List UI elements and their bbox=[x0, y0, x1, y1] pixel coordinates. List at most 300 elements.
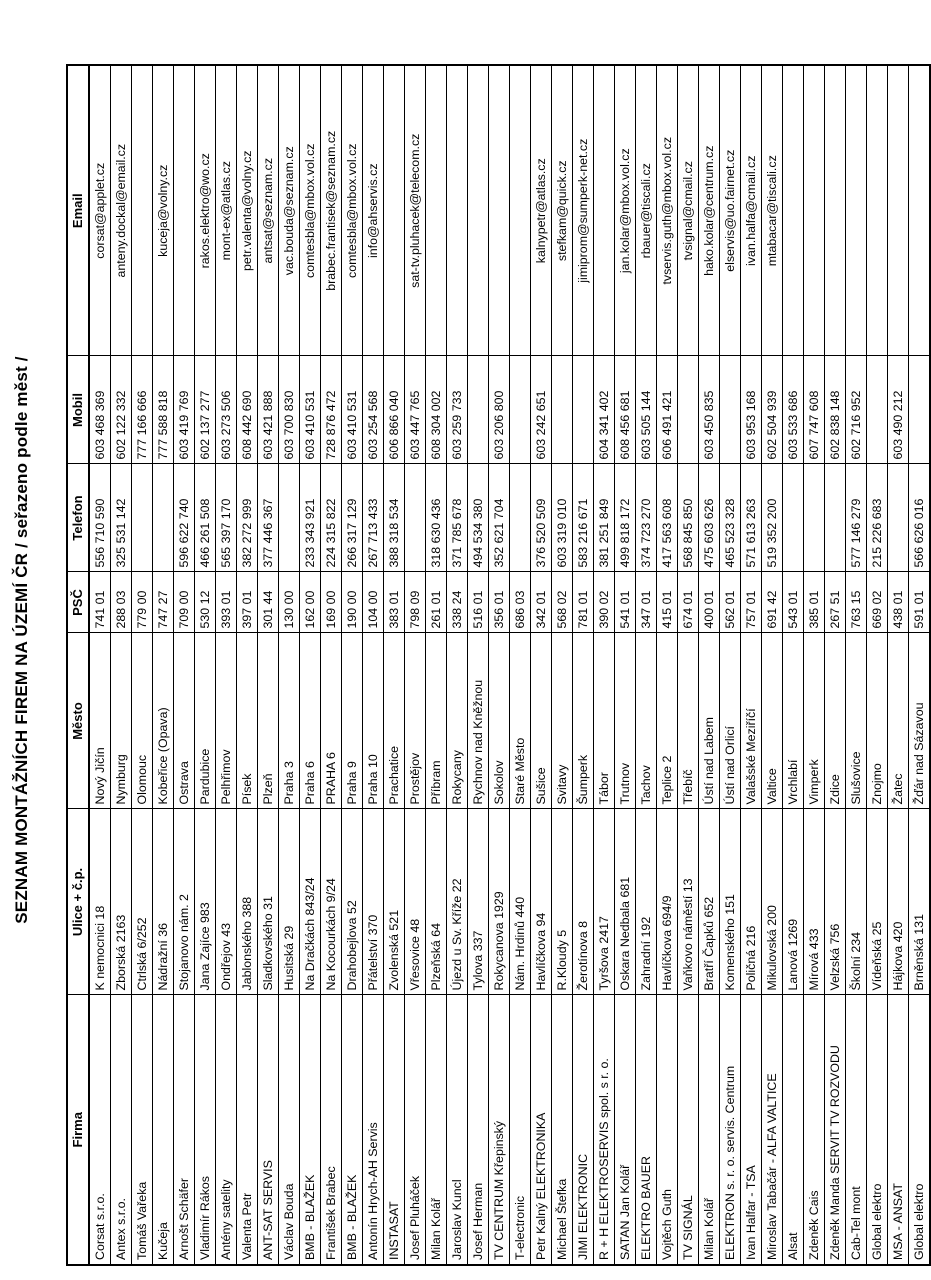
cell-telefon bbox=[153, 464, 174, 572]
table-row bbox=[531, 65, 552, 1265]
cell-psc: 288 03 bbox=[111, 572, 132, 633]
cell-telefon: 318 630 436 bbox=[426, 464, 447, 572]
cell-mobil bbox=[720, 356, 741, 464]
cell-ulice: Ctrlská 6/252 bbox=[132, 809, 153, 995]
table-row bbox=[615, 65, 636, 1265]
cell-mesto: Tábor bbox=[594, 633, 615, 809]
cell-ulice: Jana Zajíce 983 bbox=[195, 809, 216, 995]
cell-ulice: Ondřejov 43 bbox=[216, 809, 237, 995]
table-row bbox=[384, 65, 405, 1265]
cell-ulice: Sladkovského 31 bbox=[258, 809, 279, 995]
cell-firma: INSTASAT bbox=[384, 995, 405, 1265]
cell-telefon: 499 818 172 bbox=[615, 464, 636, 572]
cell-mobil: 606 866 040 bbox=[384, 356, 405, 464]
cell-mobil: 602 838 148 bbox=[825, 356, 846, 464]
cell-ulice: Na Kocourkách 9/24 bbox=[321, 809, 342, 995]
table-row bbox=[111, 65, 132, 1265]
cell-psc: 747 27 bbox=[153, 572, 174, 633]
cell-firma: BMB - BLAŽEK bbox=[342, 995, 363, 1265]
cell-email: corsat@applet.cz bbox=[89, 65, 111, 356]
table-row bbox=[174, 65, 195, 1265]
cell-ulice: Vřesovice 48 bbox=[405, 809, 426, 995]
cell-mobil bbox=[909, 356, 931, 464]
column-header-mobil: Mobil bbox=[67, 356, 89, 464]
cell-firma: Cab-Tel mont bbox=[846, 995, 867, 1265]
cell-firma: BMB - BLAŽEK bbox=[300, 995, 321, 1265]
cell-mobil: 603 410 531 bbox=[300, 356, 321, 464]
table-row bbox=[426, 65, 447, 1265]
table-row bbox=[741, 65, 762, 1265]
cell-mesto: Pelhřimov bbox=[216, 633, 237, 809]
cell-mobil bbox=[678, 356, 699, 464]
cell-firma: Miroslav Tabačár - ALFA VALTICE bbox=[762, 995, 783, 1265]
cell-ulice: R.Kloudy 5 bbox=[552, 809, 573, 995]
cell-ulice: Havlíčkova 694/9 bbox=[657, 809, 678, 995]
cell-firma: Global elektro bbox=[867, 995, 888, 1265]
cell-ulice: Stojanovo nám. 2 bbox=[174, 809, 195, 995]
cell-mobil: 602 122 332 bbox=[111, 356, 132, 464]
cell-firma: Vojtěch Guth bbox=[657, 995, 678, 1265]
cell-firma: Tomáš Vařeka bbox=[132, 995, 153, 1265]
cell-telefon bbox=[510, 464, 531, 572]
cell-firma: Petr Kalný ELEKTRONIKA bbox=[531, 995, 552, 1265]
cell-psc: 393 01 bbox=[216, 572, 237, 633]
cell-telefon: 566 626 016 bbox=[909, 464, 931, 572]
cell-mobil: 602 504 939 bbox=[762, 356, 783, 464]
cell-ulice: Komenského 151 bbox=[720, 809, 741, 995]
cell-psc: 104 00 bbox=[363, 572, 384, 633]
table-row bbox=[825, 65, 846, 1265]
cell-firma: Václav Bouda bbox=[279, 995, 300, 1265]
table-row bbox=[363, 65, 384, 1265]
cell-ulice: Plzeňská 64 bbox=[426, 809, 447, 995]
cell-mobil: 728 876 472 bbox=[321, 356, 342, 464]
cell-mesto: Prostějov bbox=[405, 633, 426, 809]
cell-mobil: 608 456 681 bbox=[615, 356, 636, 464]
cell-mesto: Třebíč bbox=[678, 633, 699, 809]
cell-email bbox=[426, 65, 447, 356]
cell-email: ivan.halfa@cmail.cz bbox=[741, 65, 762, 356]
cell-mesto: Vrchlabí bbox=[783, 633, 804, 809]
cell-mobil: 603 410 531 bbox=[342, 356, 363, 464]
cell-mesto: Žatec bbox=[888, 633, 909, 809]
column-header-ulice: Ulice + č.p. bbox=[67, 809, 89, 995]
cell-ulice: Bratří Čapků 652 bbox=[699, 809, 720, 995]
cell-telefon: 352 621 704 bbox=[489, 464, 510, 572]
cell-ulice: Poličná 216 bbox=[741, 809, 762, 995]
cell-mobil: 602 716 952 bbox=[846, 356, 867, 464]
table-row bbox=[279, 65, 300, 1265]
cell-email: anteny.dockal@email.cz bbox=[111, 65, 132, 356]
cell-mesto: Praha 9 bbox=[342, 633, 363, 809]
cell-psc: 356 01 bbox=[489, 572, 510, 633]
table-body bbox=[89, 65, 930, 1265]
cell-mobil: 603 254 568 bbox=[363, 356, 384, 464]
cell-ulice: Oskara Nedbala 681 bbox=[615, 809, 636, 995]
cell-psc: 383 01 bbox=[384, 572, 405, 633]
cell-email bbox=[132, 65, 153, 356]
cell-mesto: Nymburg bbox=[111, 633, 132, 809]
cell-psc: 516 01 bbox=[468, 572, 489, 633]
table-row bbox=[573, 65, 594, 1265]
cell-email bbox=[888, 65, 909, 356]
cell-mesto: Vimperk bbox=[804, 633, 825, 809]
cell-mesto: Slušovice bbox=[846, 633, 867, 809]
cell-email: kalnypetr@atlas.cz bbox=[531, 65, 552, 356]
cell-psc: 169 00 bbox=[321, 572, 342, 633]
cell-mobil bbox=[573, 356, 594, 464]
cell-firma: ANT-SAT SERVIS bbox=[258, 995, 279, 1265]
cell-telefon: 519 352 200 bbox=[762, 464, 783, 572]
cell-email: comtesbla@mbox.vol.cz bbox=[300, 65, 321, 356]
table-row bbox=[132, 65, 153, 1265]
cell-telefon: 215 226 683 bbox=[867, 464, 888, 572]
column-header-firma: Firma bbox=[67, 995, 89, 1265]
cell-psc: 691 42 bbox=[762, 572, 783, 633]
cell-ulice: Zahradní 192 bbox=[636, 809, 657, 995]
cell-ulice: Zvolenská 521 bbox=[384, 809, 405, 995]
cell-psc: 779 00 bbox=[132, 572, 153, 633]
cell-firma: Arnošt Schäfer bbox=[174, 995, 195, 1265]
cell-mesto: Valtice bbox=[762, 633, 783, 809]
cell-email bbox=[867, 65, 888, 356]
cell-ulice: Nádražní 36 bbox=[153, 809, 174, 995]
cell-mobil: 777 588 818 bbox=[153, 356, 174, 464]
cell-mobil: 607 747 608 bbox=[804, 356, 825, 464]
cell-telefon bbox=[405, 464, 426, 572]
cell-telefon: 583 216 671 bbox=[573, 464, 594, 572]
cell-telefon bbox=[132, 464, 153, 572]
table-row bbox=[636, 65, 657, 1265]
cell-email: stefkam@quick.cz bbox=[552, 65, 573, 356]
cell-telefon: 465 523 328 bbox=[720, 464, 741, 572]
cell-mobil: 603 490 212 bbox=[888, 356, 909, 464]
cell-telefon: 224 315 822 bbox=[321, 464, 342, 572]
cell-firma: T-electronic bbox=[510, 995, 531, 1265]
cell-mesto: Prachatice bbox=[384, 633, 405, 809]
cell-mobil: 603 273 506 bbox=[216, 356, 237, 464]
cell-psc: 543 01 bbox=[783, 572, 804, 633]
cell-ulice: Mírová 433 bbox=[804, 809, 825, 995]
table-row bbox=[468, 65, 489, 1265]
cell-email: brabec.frantisek@seznam.cz bbox=[321, 65, 342, 356]
cell-email: rakos.elektro@wo.cz bbox=[195, 65, 216, 356]
cell-psc: 541 01 bbox=[615, 572, 636, 633]
cell-psc: 674 01 bbox=[678, 572, 699, 633]
cell-mobil bbox=[552, 356, 573, 464]
cell-psc: 415 01 bbox=[657, 572, 678, 633]
cell-firma: Zdeněk Cais bbox=[804, 995, 825, 1265]
cell-mesto: Zdice bbox=[825, 633, 846, 809]
cell-firma: Milan Kolář bbox=[426, 995, 447, 1265]
cell-ulice: Drahobejlova 52 bbox=[342, 809, 363, 995]
cell-telefon: 603 319 010 bbox=[552, 464, 573, 572]
cell-mesto: Praha 10 bbox=[363, 633, 384, 809]
cell-email bbox=[825, 65, 846, 356]
cell-ulice: Mikulovská 200 bbox=[762, 809, 783, 995]
cell-ulice: Velzská 756 bbox=[825, 809, 846, 995]
cell-ulice: Tyršova 2417 bbox=[594, 809, 615, 995]
column-header-email: Email bbox=[67, 65, 89, 356]
cell-email bbox=[594, 65, 615, 356]
cell-mobil: 603 419 769 bbox=[174, 356, 195, 464]
cell-mobil: 603 505 144 bbox=[636, 356, 657, 464]
table-row bbox=[237, 65, 258, 1265]
cell-mesto: Příbram bbox=[426, 633, 447, 809]
cell-mobil bbox=[510, 356, 531, 464]
cell-psc: 390 02 bbox=[594, 572, 615, 633]
cell-firma: Alsat bbox=[783, 995, 804, 1265]
cell-telefon: 466 261 508 bbox=[195, 464, 216, 572]
cell-mobil: 603 447 765 bbox=[405, 356, 426, 464]
document-title: SEZNAM MONTÁŽNÍCH FIREM NA ÚZEMÍ ČR / seřazeno podle měst / bbox=[12, 356, 31, 924]
cell-firma: JIMI ELEKTRONIC bbox=[573, 995, 594, 1265]
cell-mesto: Kobeřice (Opava) bbox=[153, 633, 174, 809]
cell-firma: Zdeněk Manda SERVIT TV ROZVODU bbox=[825, 995, 846, 1265]
cell-telefon: 571 613 263 bbox=[741, 464, 762, 572]
cell-email bbox=[468, 65, 489, 356]
column-header-mesto: Město bbox=[67, 633, 89, 809]
cell-firma: Milan Kolář bbox=[699, 995, 720, 1265]
cell-mesto: Rokycany bbox=[447, 633, 468, 809]
cell-firma: Corsat s.r.o. bbox=[89, 995, 111, 1265]
cell-psc: 568 02 bbox=[552, 572, 573, 633]
table-row bbox=[405, 65, 426, 1265]
cell-psc: 798 09 bbox=[405, 572, 426, 633]
cell-psc: 669 02 bbox=[867, 572, 888, 633]
cell-ulice: Brněnská 131 bbox=[909, 809, 931, 995]
cell-telefon bbox=[888, 464, 909, 572]
cell-telefon: 494 534 380 bbox=[468, 464, 489, 572]
cell-psc: 130 00 bbox=[279, 572, 300, 633]
cell-telefon bbox=[804, 464, 825, 572]
cell-firma: Michael Štefka bbox=[552, 995, 573, 1265]
cell-telefon: 266 317 129 bbox=[342, 464, 363, 572]
company-table bbox=[66, 64, 931, 1266]
table-row bbox=[804, 65, 825, 1265]
cell-email: petr.valenta@volny.cz bbox=[237, 65, 258, 356]
cell-psc: 438 01 bbox=[888, 572, 909, 633]
cell-telefon: 577 146 279 bbox=[846, 464, 867, 572]
table-row bbox=[909, 65, 931, 1265]
cell-psc: 763 15 bbox=[846, 572, 867, 633]
cell-ulice: Lanová 1269 bbox=[783, 809, 804, 995]
cell-psc: 686 03 bbox=[510, 572, 531, 633]
cell-email: mont-ex@atlas.cz bbox=[216, 65, 237, 356]
cell-psc: 709 00 bbox=[174, 572, 195, 633]
cell-psc: 261 01 bbox=[426, 572, 447, 633]
cell-mobil: 602 137 277 bbox=[195, 356, 216, 464]
cell-firma: Vladimír Rákos bbox=[195, 995, 216, 1265]
table-row bbox=[489, 65, 510, 1265]
cell-email: jan.kolar@mbox.vol.cz bbox=[615, 65, 636, 356]
cell-firma: TV SIGNÁL bbox=[678, 995, 699, 1265]
cell-ulice: Jablonského 388 bbox=[237, 809, 258, 995]
cell-mesto: Plzeň bbox=[258, 633, 279, 809]
cell-mobil: 603 450 835 bbox=[699, 356, 720, 464]
cell-mesto: Valašské Meziříčí bbox=[741, 633, 762, 809]
cell-mobil: 603 953 168 bbox=[741, 356, 762, 464]
cell-mesto: Šumperk bbox=[573, 633, 594, 809]
cell-firma: Jaroslav Kuncl bbox=[447, 995, 468, 1265]
cell-email: rbauer@tiscali.cz bbox=[636, 65, 657, 356]
cell-telefon: 417 563 608 bbox=[657, 464, 678, 572]
cell-mesto: Praha 6 bbox=[300, 633, 321, 809]
table-row bbox=[447, 65, 468, 1265]
cell-telefon bbox=[825, 464, 846, 572]
cell-mobil: 608 304 002 bbox=[426, 356, 447, 464]
cell-psc: 342 01 bbox=[531, 572, 552, 633]
cell-psc: 301 44 bbox=[258, 572, 279, 633]
cell-mesto: Svitavy bbox=[552, 633, 573, 809]
cell-psc: 530 12 bbox=[195, 572, 216, 633]
cell-ulice: Vaňkovo náměstí 13 bbox=[678, 809, 699, 995]
cell-email bbox=[510, 65, 531, 356]
cell-telefon: 556 710 590 bbox=[89, 464, 111, 572]
cell-telefon: 565 397 170 bbox=[216, 464, 237, 572]
table-row bbox=[762, 65, 783, 1265]
cell-firma: ELEKTRO BAUER bbox=[636, 995, 657, 1265]
cell-ulice: Újezd u Sv. Kříže 22 bbox=[447, 809, 468, 995]
cell-firma: Antény satelity bbox=[216, 995, 237, 1265]
cell-mobil bbox=[867, 356, 888, 464]
cell-mobil: 777 166 666 bbox=[132, 356, 153, 464]
cell-ulice: Tylova 337 bbox=[468, 809, 489, 995]
cell-ulice: Husitská 29 bbox=[279, 809, 300, 995]
cell-mobil: 603 468 369 bbox=[89, 356, 111, 464]
cell-telefon: 381 251 849 bbox=[594, 464, 615, 572]
cell-mobil: 603 259 733 bbox=[447, 356, 468, 464]
table-row bbox=[195, 65, 216, 1265]
cell-psc: 781 01 bbox=[573, 572, 594, 633]
cell-email: tvsignal@cmail.cz bbox=[678, 65, 699, 356]
cell-mesto: Trutnov bbox=[615, 633, 636, 809]
cell-email: hako.kolar@centrum.cz bbox=[699, 65, 720, 356]
cell-mesto: Sokolov bbox=[489, 633, 510, 809]
cell-psc: 385 01 bbox=[804, 572, 825, 633]
cell-psc: 347 01 bbox=[636, 572, 657, 633]
cell-email bbox=[447, 65, 468, 356]
table-row bbox=[216, 65, 237, 1265]
cell-mobil: 603 206 800 bbox=[489, 356, 510, 464]
cell-ulice: Na Dračkách 843/24 bbox=[300, 809, 321, 995]
table-row bbox=[89, 65, 111, 1265]
table-row bbox=[888, 65, 909, 1265]
cell-ulice: Přátelství 370 bbox=[363, 809, 384, 995]
cell-mobil: 608 442 690 bbox=[237, 356, 258, 464]
table-header-row bbox=[67, 65, 89, 1265]
cell-telefon: 371 785 678 bbox=[447, 464, 468, 572]
cell-telefon: 388 318 534 bbox=[384, 464, 405, 572]
cell-telefon: 568 845 850 bbox=[678, 464, 699, 572]
cell-mesto: Ostrava bbox=[174, 633, 195, 809]
cell-psc: 562 01 bbox=[720, 572, 741, 633]
cell-ulice: Zborská 2163 bbox=[111, 809, 132, 995]
table-row bbox=[846, 65, 867, 1265]
cell-email bbox=[909, 65, 931, 356]
cell-firma: TV CENTRUM Křepinský bbox=[489, 995, 510, 1265]
cell-mesto: Ústí nad Labem bbox=[699, 633, 720, 809]
cell-telefon: 325 531 142 bbox=[111, 464, 132, 572]
cell-ulice: Rokycanova 1929 bbox=[489, 809, 510, 995]
cell-firma: Antonín Hrych-AH Servis bbox=[363, 995, 384, 1265]
cell-firma: Valenta Petr bbox=[237, 995, 258, 1265]
cell-ulice: Žerotínova 8 bbox=[573, 809, 594, 995]
cell-psc: 190 00 bbox=[342, 572, 363, 633]
table-row bbox=[321, 65, 342, 1265]
cell-psc: 338 24 bbox=[447, 572, 468, 633]
cell-firma: Josef Pluháček bbox=[405, 995, 426, 1265]
table-row bbox=[657, 65, 678, 1265]
cell-mesto: Písek bbox=[237, 633, 258, 809]
cell-psc: 400 01 bbox=[699, 572, 720, 633]
cell-ulice: K nemocnici 18 bbox=[89, 809, 111, 995]
cell-firma: MSA - ANSAT bbox=[888, 995, 909, 1265]
cell-firma: Josef Herman bbox=[468, 995, 489, 1265]
cell-email bbox=[174, 65, 195, 356]
table-row bbox=[678, 65, 699, 1265]
cell-firma: František Brabec bbox=[321, 995, 342, 1265]
table-row bbox=[594, 65, 615, 1265]
cell-psc: 591 01 bbox=[909, 572, 931, 633]
cell-telefon bbox=[279, 464, 300, 572]
cell-telefon: 475 603 626 bbox=[699, 464, 720, 572]
cell-telefon: 377 446 367 bbox=[258, 464, 279, 572]
cell-ulice: Hájkova 420 bbox=[888, 809, 909, 995]
cell-ulice: Vídeňská 25 bbox=[867, 809, 888, 995]
cell-psc: 757 01 bbox=[741, 572, 762, 633]
table-row bbox=[510, 65, 531, 1265]
cell-mesto: Teplice 2 bbox=[657, 633, 678, 809]
cell-mesto: Nový Jičín bbox=[89, 633, 111, 809]
table-row bbox=[258, 65, 279, 1265]
cell-mobil: 603 242 651 bbox=[531, 356, 552, 464]
cell-ulice: Nám. Hrdinů 440 bbox=[510, 809, 531, 995]
cell-mobil: 603 421 888 bbox=[258, 356, 279, 464]
cell-mobil: 604 341 402 bbox=[594, 356, 615, 464]
cell-email: sat-tv.pluhacek@telecom.cz bbox=[405, 65, 426, 356]
cell-firma: Global elektro bbox=[909, 995, 931, 1265]
cell-email: kuceja@volny.cz bbox=[153, 65, 174, 356]
cell-email: antsat@seznam.cz bbox=[258, 65, 279, 356]
table-row bbox=[153, 65, 174, 1265]
cell-mobil bbox=[468, 356, 489, 464]
cell-psc: 162 00 bbox=[300, 572, 321, 633]
cell-email bbox=[783, 65, 804, 356]
cell-firma: Ivan Halfar - TSA bbox=[741, 995, 762, 1265]
cell-ulice: Školní 234 bbox=[846, 809, 867, 995]
cell-firma: R + H ELEKTROSERVIS spol. s r. o. bbox=[594, 995, 615, 1265]
cell-telefon: 267 713 433 bbox=[363, 464, 384, 572]
cell-telefon: 233 343 921 bbox=[300, 464, 321, 572]
cell-firma: Kučeja bbox=[153, 995, 174, 1265]
cell-mesto: Staré Město bbox=[510, 633, 531, 809]
cell-mesto: Sušice bbox=[531, 633, 552, 809]
cell-mesto: PRAHA 6 bbox=[321, 633, 342, 809]
cell-email bbox=[489, 65, 510, 356]
table-row bbox=[552, 65, 573, 1265]
cell-mesto: Rychnov nad Kněžnou bbox=[468, 633, 489, 809]
cell-telefon: 374 723 270 bbox=[636, 464, 657, 572]
cell-email: mtabacar@tiscali.cz bbox=[762, 65, 783, 356]
cell-mobil: 606 491 421 bbox=[657, 356, 678, 464]
table-row bbox=[783, 65, 804, 1265]
cell-email: info@ahservis.cz bbox=[363, 65, 384, 356]
cell-mesto: Znojmo bbox=[867, 633, 888, 809]
cell-telefon: 376 520 509 bbox=[531, 464, 552, 572]
cell-mesto: Ústí nad Orlicí bbox=[720, 633, 741, 809]
cell-mobil: 603 533 686 bbox=[783, 356, 804, 464]
